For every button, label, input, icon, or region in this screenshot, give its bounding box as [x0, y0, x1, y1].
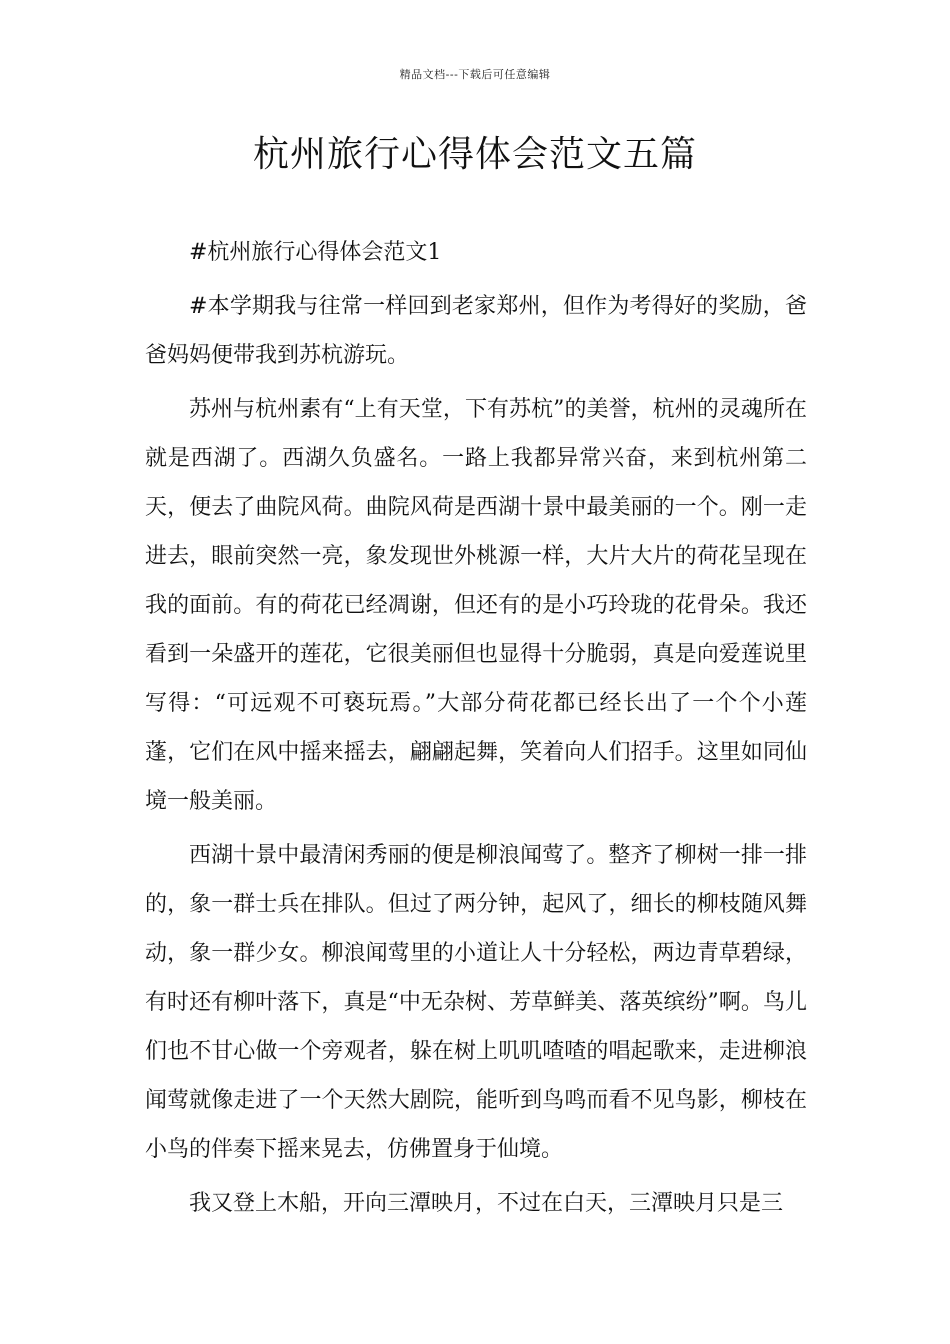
paragraph: 苏州与杭州素有“上有天堂，下有苏杭”的美誉，杭州的灵魂所在就是西湖了。西湖久负盛名。一路上我都异常兴奋，来到杭州第二天，便去了曲院风荷。曲院风荷是西湖十景中最美丽的一个。刚一走进去，眼前突然一亮，象发现世外桃源一样，大片大片的荷花呈现在我的面前。有的荷花已经凋谢，但还有的是小巧玲珑的花骨朵。我还看到一朵盛开的莲花，它很美丽但也显得十分脆弱，真是向爱莲说里写得：“可远观不可亵玩焉。”大部分荷花都已经长出了一个个小莲蓬，它们在风中摇来摇去，翩翩起舞，笑着向人们招手。这里如同仙境一般美丽。 — [145, 397, 807, 814]
paragraph: 我又登上木船，开向三潭映月，不过在白天，三潭映月只是三 — [189, 1191, 784, 1216]
paragraph: #本学期我与往常一样回到老家郑州，但作为考得好的奖励，爸爸妈妈便带我到苏杭游玩。 — [145, 294, 807, 368]
document-title: 杭州旅行心得体会范文五篇 — [252, 134, 697, 175]
header-note: 精品文档---下载后可任意编辑 — [399, 68, 551, 81]
paragraph: #杭州旅行心得体会范文1 — [189, 240, 442, 265]
document-body — [145, 228, 807, 1233]
paragraph: 西湖十景中最清闲秀丽的便是柳浪闻莺了。整齐了柳树一排一排的，象一群士兵在排队。但过了两分钟，起风了，细长的柳枝随风舞动，象一群少女。柳浪闻莺里的小道让人十分轻松，两边青草碧绿，有时还有柳叶落下，真是“中无杂树、芳草鲜美、落英缤纷”啊。鸟儿们也不甘心做一个旁观者，躲在树上叽叽喳喳的唱起歌来，走进柳浪闻莺就像走进了一个天然大剧院，能听到鸟鸣而看不见鸟影，柳枝在小鸟的伴奏下摇来晃去，仿佛置身于仙境。 — [145, 843, 807, 1162]
